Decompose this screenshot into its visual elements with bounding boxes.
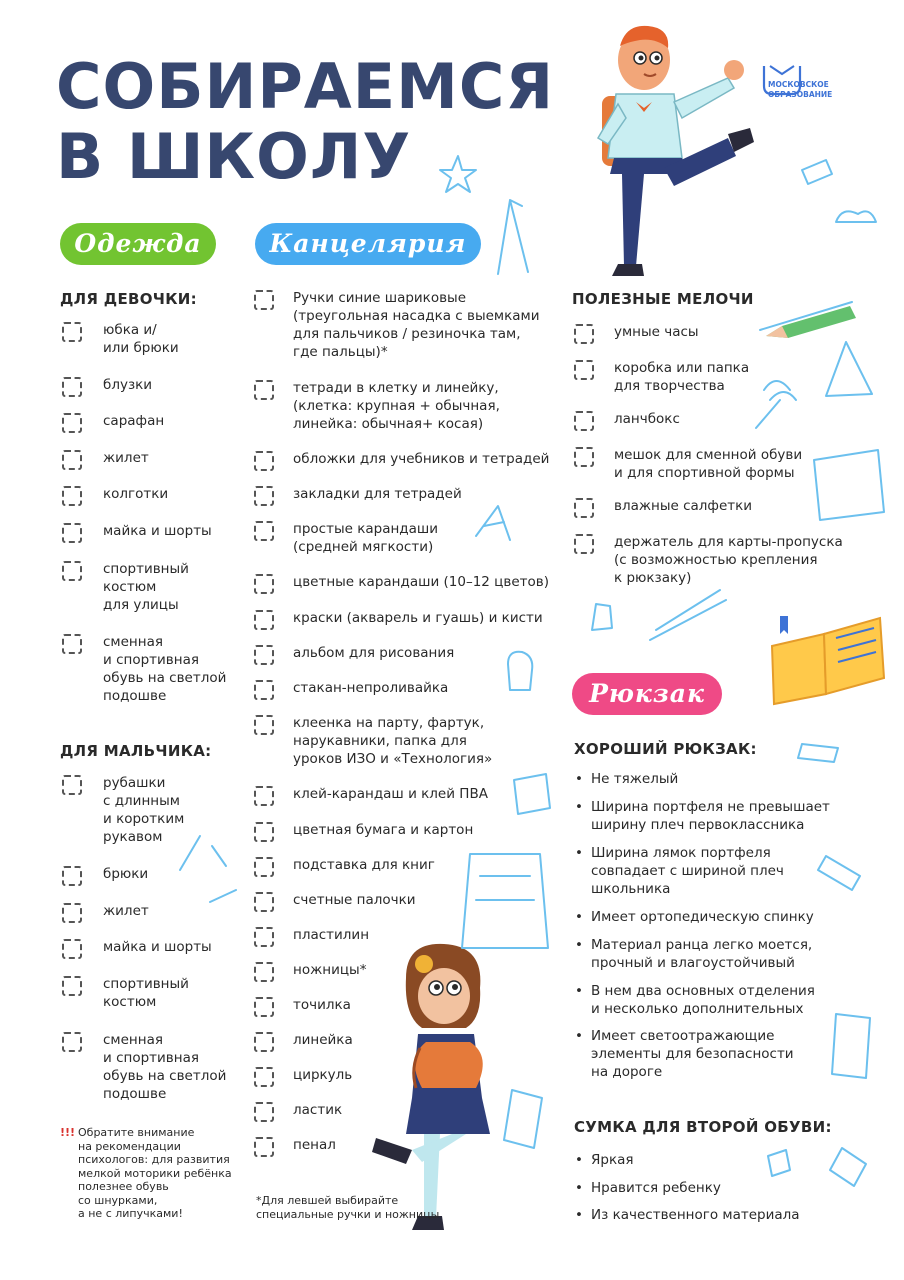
bullet-item: • Яркая <box>591 1151 851 1169</box>
checkbox[interactable] <box>574 324 594 344</box>
checklist-item-label: пластилин <box>293 927 370 943</box>
checklist-item-label: ластик <box>293 1102 343 1118</box>
checkbox[interactable] <box>254 962 274 982</box>
checklist-item-label: точилка <box>293 997 351 1013</box>
stationery-footnote: *Для левшей выбирайте специальные ручки и ножницы <box>256 1194 440 1221</box>
checkbox[interactable] <box>62 866 82 886</box>
parents-note: Обратите внимание на рекомендации психологов: для развития мелкой моторики ребёнка полезнее обувь со шнурками, а не с липучками! <box>78 1126 232 1220</box>
bullet-item: • В нем два основных отделения и несколько дополнительных <box>591 982 851 1018</box>
checklist-item-label: спортивный костюм для улицы <box>103 561 189 613</box>
useful-heading: ПОЛЕЗНЫЕ МЕЛОЧИ <box>572 290 754 308</box>
checklist-item-label: ланчбокс <box>614 411 680 427</box>
checkbox[interactable] <box>62 634 82 654</box>
checkbox[interactable] <box>62 903 82 923</box>
checklist-item-label: сменная и спортивная обувь на светлой подошве <box>103 1032 227 1102</box>
checkbox[interactable] <box>254 290 274 310</box>
checkbox[interactable] <box>62 775 82 795</box>
checkbox[interactable] <box>574 447 594 467</box>
checklist-item-label: коробка или папка для творчества <box>614 360 750 394</box>
checkbox[interactable] <box>254 1032 274 1052</box>
checkbox[interactable] <box>254 822 274 842</box>
checkbox[interactable] <box>254 610 274 630</box>
checkbox[interactable] <box>254 645 274 665</box>
checklist-item-label: сарафан <box>103 413 165 429</box>
bullet-item: • Ширина портфеля не превышает ширину плеч первоклассника <box>591 798 851 834</box>
checklist-item-label: умные часы <box>614 324 699 340</box>
checklist-item-label: майка и шорты <box>103 523 212 539</box>
checklist-item-label: брюки <box>103 866 149 882</box>
checkbox[interactable] <box>574 360 594 380</box>
boys-heading: ДЛЯ МАЛЬЧИКА: <box>60 742 212 760</box>
checkbox[interactable] <box>62 413 82 433</box>
checklist-item-label: влажные салфетки <box>614 498 753 514</box>
bullet-item: • Имеет ортопедическую спинку <box>591 908 851 926</box>
checklist-item-label: цветная бумага и картон <box>293 822 474 838</box>
checklist-item-label: линейка <box>293 1032 353 1048</box>
checklist-item-label: цветные карандаши (10–12 цветов) <box>293 574 549 590</box>
checklist-item-label: майка и шорты <box>103 939 212 955</box>
checklist-item-label: циркуль <box>293 1067 353 1083</box>
checkbox[interactable] <box>254 786 274 806</box>
bullet-item: • Из качественного материала <box>591 1206 851 1224</box>
checklist-item-label: тетради в клетку и линейку, (клетка: крупная + обычная, линейка: обычная+ косая) <box>293 380 500 432</box>
checkbox[interactable] <box>254 1067 274 1087</box>
checkbox[interactable] <box>254 486 274 506</box>
backpack-heading: ХОРОШИЙ РЮКЗАК: <box>574 740 757 758</box>
logo-text-line-1: МОСКОВСКОЕ <box>768 80 829 89</box>
checkbox[interactable] <box>62 1032 82 1052</box>
section-clothes-pill: Одежда <box>60 223 216 265</box>
checkbox[interactable] <box>574 411 594 431</box>
checkbox[interactable] <box>62 377 82 397</box>
checklist-item-label: спортивный костюм <box>103 976 189 1010</box>
checklist-item-label: юбка и/ или брюки <box>103 322 179 356</box>
checkbox[interactable] <box>62 450 82 470</box>
checklist-item-label: стакан-непроливайка <box>293 680 449 696</box>
checklist-item-label: клей-карандаш и клей ПВА <box>293 786 488 802</box>
checklist-item-label: жилет <box>103 450 149 466</box>
checkbox[interactable] <box>62 976 82 996</box>
checklist-item-label: сменная и спортивная обувь на светлой подошве <box>103 634 227 704</box>
bullet-item: • Ширина лямок портфеля совпадает с шириной плеч школьника <box>591 844 851 898</box>
checkbox[interactable] <box>254 380 274 400</box>
checkbox[interactable] <box>62 561 82 581</box>
checkbox[interactable] <box>62 523 82 543</box>
checkbox[interactable] <box>254 574 274 594</box>
checkbox[interactable] <box>254 1137 274 1157</box>
checklist-item-label: альбом для рисования <box>293 645 455 661</box>
bullet-item: • Не тяжелый <box>591 770 851 788</box>
checklist-item-label: мешок для сменной обуви и для спортивной формы <box>614 447 803 481</box>
checklist-item-label: блузки <box>103 377 153 393</box>
checkbox[interactable] <box>62 939 82 959</box>
checklist-item-label: подставка для книг <box>293 857 435 873</box>
title-line-2: В ШКОЛУ <box>56 120 412 193</box>
note-marks: !!! <box>60 1126 76 1139</box>
checklist-item-label: ножницы* <box>293 962 367 978</box>
checklist-item-label: счетные палочки <box>293 892 416 908</box>
girls-heading: ДЛЯ ДЕВОЧКИ: <box>60 290 197 308</box>
checkbox[interactable] <box>254 892 274 912</box>
shoebag-heading: СУМКА ДЛЯ ВТОРОЙ ОБУВИ: <box>574 1118 832 1136</box>
checklist-item-label: пенал <box>293 1137 336 1153</box>
checkbox[interactable] <box>62 322 82 342</box>
checklist-item-label: держатель для карты-пропуска (с возможностью крепления к рюкзаку) <box>614 534 843 586</box>
checkbox[interactable] <box>574 534 594 554</box>
checkbox[interactable] <box>254 521 274 541</box>
checklist-item-label: закладки для тетрадей <box>293 486 462 502</box>
checkbox[interactable] <box>254 1102 274 1122</box>
checklist-item-label: колготки <box>103 486 169 502</box>
checklist-item-label: рубашки с длинным и коротким рукавом <box>103 775 185 845</box>
checklist-item-label: клеенка на парту, фартук, нарукавники, папка для уроков ИЗО и «Технология» <box>293 715 493 767</box>
checkbox[interactable] <box>574 498 594 518</box>
checkbox[interactable] <box>254 451 274 471</box>
logo-text-line-2: ОБРАЗОВАНИЕ <box>768 90 833 99</box>
notebook-illustration <box>766 612 890 708</box>
bullet-item: • Имеет светоотражающие элементы для безопасности на дороге <box>591 1027 851 1081</box>
checklist-item-label: простые карандаши (средней мягкости) <box>293 521 439 555</box>
section-backpack-pill: Рюкзак <box>572 673 722 715</box>
checklist-item-label: краски (акварель и гуашь) и кисти <box>293 610 543 626</box>
checkbox[interactable] <box>254 715 274 735</box>
checkbox[interactable] <box>254 857 274 877</box>
checklist-item-label: обложки для учебников и тетрадей <box>293 451 550 467</box>
checkbox[interactable] <box>62 486 82 506</box>
section-stationery-pill: Канцелярия <box>255 223 481 265</box>
title-line-1: СОБИРАЕМСЯ <box>56 50 555 123</box>
checklist-item-label: Ручки синие шариковые (треугольная насадка с выемками для пальчиков / резиночка там, где пальцы)* <box>293 290 540 360</box>
checkbox[interactable] <box>254 927 274 947</box>
checkbox[interactable] <box>254 680 274 700</box>
checkbox[interactable] <box>254 997 274 1017</box>
bullet-item: • Нравится ребенку <box>591 1179 851 1197</box>
checklist-item-label: жилет <box>103 903 149 919</box>
bullet-item: • Материал ранца легко моется, прочный и влагоустойчивый <box>591 936 851 972</box>
